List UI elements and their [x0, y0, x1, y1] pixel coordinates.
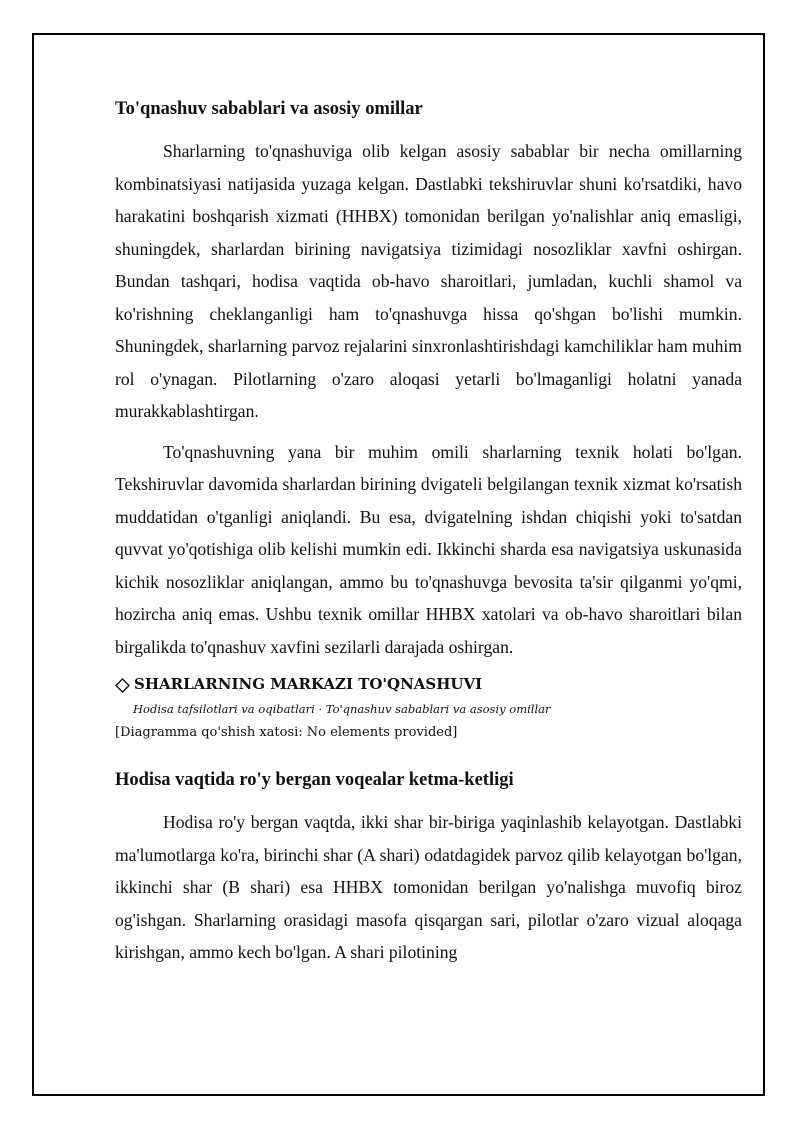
diagram-placeholder — [115, 673, 742, 743]
paragraph: To'qnashuvning yana bir muhim omili sharlarning texnik holati bo'lgan. Tekshiruvlar davomida sharlardan birining dvigateli belgilangan texnik xizmat ko'rsatish muddatidan o'tganligi aniqlandi. Bu esa, dvigatelning ishdan chiqishi yoki to'satdan quvvat yo'qotishiga olib kelishi mumkin edi. Ikkinchi sharda esa navigatsiya uskunasida kichik nosozliklar aniqlangan, ammo bu to'qnashuvga bevosita ta'sir qilganmi yo'qmi, hozircha aniq emas. Ushbu texnik omillar HHBX xatolari va ob-havo sharoitlari bilan birgalikda to'qnashuv xavfini sezilarli darajada oshirgan. — [115, 441, 742, 657]
paragraph: Sharlarning to'qnashuviga olib kelgan asosiy sabablar bir necha omillarning kombinatsiyasi natijasida yuzaga kelgan. Dastlabki tekshiruvlar shuni ko'rsatdiki, havo harakatini boshqarish xizmati (HHBX) tomonidan berilgan yo'nalishlar aniq emasligi, shuningdek, sharlardan birining navigatsiya tizimidagi nosozliklar xavfni oshirgan. Bundan tashqari, hodisa vaqtida ob-havo sharoitlari, jumladan, kuchli shamol va ko'rishning cheklanganligi ham to'qnashuvga hissa qo'shgan bo'lishi mumkin. Shuningdek, sharlarning parvoz rejalarini sinxronlashtirishdagi kamchiliklar ham muhim rol o'ynagan. Pilotlarning o'zaro aloqasi yetarli bo'lmaganligi holatni yanada murakkablashtirgan. — [115, 141, 742, 421]
section-heading-causes: To'qnashuv sabablari va asosiy omillar — [115, 99, 423, 119]
document-body — [115, 96, 742, 977]
diagram-subtitle: Hodisa tafsilotlari va oqibatlari · To'qnashuv sabablari va asosiy omillar — [133, 702, 551, 716]
diagram-error-message: [Diagramma qo'shish xatosi: No elements provided] — [115, 725, 458, 740]
diagram-title-row — [115, 673, 742, 695]
diamond-icon — [115, 677, 130, 692]
paragraph: Hodisa ro'y bergan vaqtda, ikki shar bir-biriga yaqinlashib kelayotgan. Dastlabki ma'lumotlarga ko'ra, birinchi shar (A shari) odatdagidek parvoz qilib kelayotgan bo'lgan, ikkinchi shar (B shari) esa HHBX tomonidan berilgan yo'nalishga muvofiq biroz og'ishgan. Sharlarning orasidagi masofa qisqargan sari, pilotlar o'zaro vizual aloqaga kirishgan, ammo kech bo'lgan. A shari pilotining — [115, 812, 742, 962]
diagram-title: SHARLARNING MARKAZI TO'QNASHUVI — [134, 675, 483, 693]
section-heading-sequence: Hodisa vaqtida ro'y bergan voqealar ketma-ketligi — [115, 770, 514, 790]
